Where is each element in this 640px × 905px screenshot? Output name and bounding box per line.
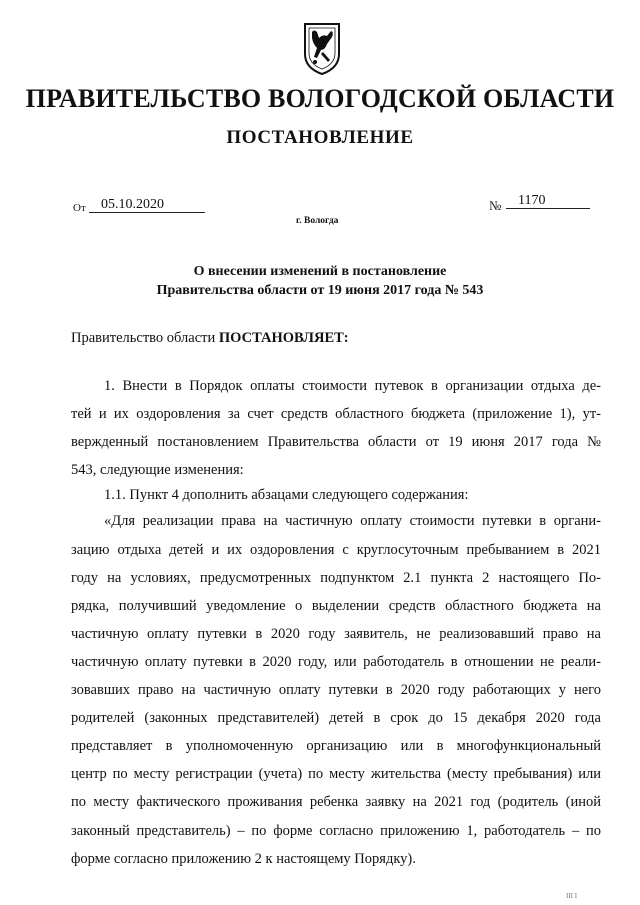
body-line: частичную оплату путевки в 2020 году, или работодатель в отношении не реали- xyxy=(71,654,601,670)
decree-intro: Правительство области xyxy=(71,330,219,346)
body-line: частичную оплату путевки в 2020 году заявитель, не реализовавший право на xyxy=(71,626,601,642)
decree-statement xyxy=(71,330,349,347)
subject-line-2: Правительства области от 19 июня 2017 года № 543 xyxy=(156,283,484,298)
body-line: рядка, получивший уведомление о выделении средств областного бюджета на xyxy=(71,598,601,614)
document-subject xyxy=(0,262,640,300)
body-line: зовавших право на частичную оплату путевки в 2020 году работающих у него xyxy=(71,682,601,698)
body-line: 1.1. Пункт 4 дополнить абзацами следующего содержания: xyxy=(104,487,469,503)
government-title: ПРАВИТЕЛЬСТВО ВОЛОГОДСКОЙ ОБЛАСТИ xyxy=(25,84,615,113)
coat-of-arms-icon xyxy=(303,20,341,76)
body-line: 543, следующие изменения: xyxy=(71,462,244,478)
document-number: 1170 xyxy=(506,193,590,209)
body-line: законный представитель) – по форме согласно приложению 1, работодатель – по xyxy=(71,823,601,839)
body-line: 1. Внести в Порядок оплаты стоимости путевок в организации отдыха де- xyxy=(104,378,601,394)
body-line: родителей (законных представителей) детей в срок до 15 декабря 2020 года xyxy=(71,710,601,726)
body-line: форме согласно приложению 2 к настоящему Порядку). xyxy=(71,851,416,867)
body-line: центр по месту регистрации (учета) по месту жительства (месту пребывания) или xyxy=(71,766,601,782)
body-line: зацию отдыха детей и их оздоровления с круглосуточным пребыванием в 2021 xyxy=(71,542,601,558)
subject-line-1: О внесении изменений в постановление xyxy=(193,264,447,279)
document-city: г. Вологда xyxy=(296,216,339,226)
document-type: ПОСТАНОВЛЕНИЕ xyxy=(226,127,414,148)
date-prefix: От xyxy=(73,202,86,214)
body-line: тей и их оздоровления за счет средств областного бюджета (приложение 1), ут- xyxy=(71,406,601,422)
document-date: 05.10.2020 xyxy=(89,197,205,213)
number-prefix: № xyxy=(489,198,502,213)
page-mark: III I xyxy=(566,892,578,900)
body-line: «Для реализации права на частичную оплату стоимости путевки в органи- xyxy=(104,513,601,529)
body-line: году на условиях, предусмотренных подпунктом 2.1 пункта 2 настоящего По- xyxy=(71,570,601,586)
body-line: представляет в уполномоченную организацию или в многофункциональный xyxy=(71,738,601,754)
body-line: по месту фактического проживания ребенка заявку на 2021 год (родитель (иной xyxy=(71,794,601,810)
decree-keyword: ПОСТАНОВЛЯЕТ: xyxy=(218,330,349,346)
body-line: вержденный постановлением Правительства области от 19 июня 2017 года № xyxy=(71,434,601,450)
